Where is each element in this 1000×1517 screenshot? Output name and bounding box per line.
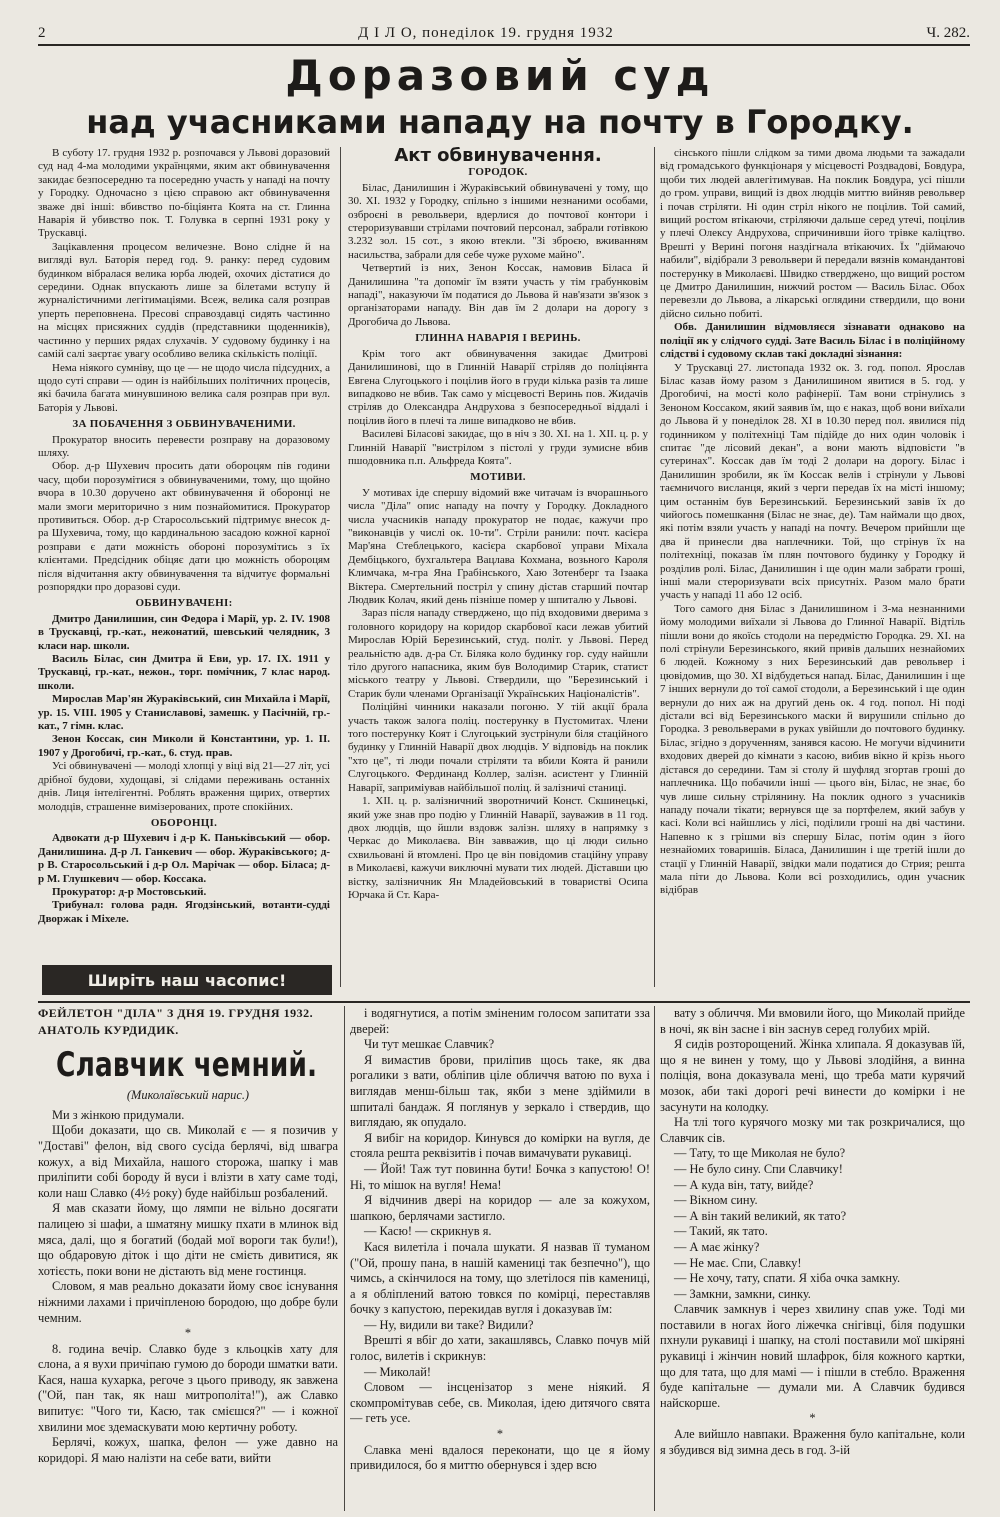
paragraph: Прокуратор вносить перевести розправу на доразовому шляху. xyxy=(38,433,330,459)
paragraph: Білас, Данилишин і Жураківський обвинувачені у тому, що 30. XI. 1932 у Городку, спільно з іншими незнаними особами, озброєні в револьвери, вдерлися до почтової контори і стероризувавши стрілами почтовий персонал, забрали готівкою 3.232 зол. 15 сот., з якою втекли. "Зі зброєю, вживанням насильства, забрали для себе чуже рухоме майно". xyxy=(348,181,648,261)
running-header xyxy=(38,18,970,46)
paragraph: Я сидів розторощений. Жінка хлипала. Я доказував їй, що я не винен у тому, що у Львові злодійня, а винна поліція, вона доказувала мені, що треба мати курячий мозок, аби такі дорогі речі винести до комірки і не засунути на колодку. xyxy=(660,1037,965,1114)
paragraph: Словом — інсценізатор з мене ніякий. Я скомпромітував себе, св. Миколая, ідею дитячого свята — геть усе. xyxy=(350,1380,650,1426)
feuilleton-column-1 xyxy=(38,1006,338,1511)
paragraph: Поліційні чинники наказали погоню. У тій акції брала участь також залога поліц. постерунку в Пустомитах. Члени того постерунку Коят і Слугоцький зустрінули біля стаційного будинку у Глинній Наварії двох людців. У відповідь на поклик "хто це", ті люди почали стріляти та вбили Коята й ранили Слугоцького. Фердинанд Коллер, залізн. асистент у Глинній Наварії, заприміував найбільшої поліц. й залізничі станиці. xyxy=(348,701,648,794)
article-column-1 xyxy=(38,147,330,977)
defendant-entry: Мирослав Мар'ян Жураківський, син Михайла і Марії, ур. 15. VIII. 1905 у Станиславові, замешк. у Пасічній, гр.-кат., 7 гімн. клас. xyxy=(38,693,330,733)
prosecutor-line: Прокуратор: д-р Мостовський. xyxy=(52,885,207,898)
defendant-entry: Дмитро Данилишин, син Федора і Марії, ур. 2. IV. 1908 в Трускавці, гр.-кат., нежонатий, шевський челядник, 3 класи нар. школи. xyxy=(38,612,330,652)
main-headline: Доразовий суд xyxy=(285,51,715,100)
section-heading: ГЛИННА НАВАРІЯ І ВЕРИНЬ. xyxy=(415,332,581,345)
column-rule xyxy=(340,147,341,987)
dialogue-line: — Не хочу, тату, спати. Я хіба очка замкну. xyxy=(674,1271,901,1286)
dialogue-line: — А має жінку? xyxy=(674,1239,760,1254)
paragraph: В суботу 17. грудня 1932 р. розпочався у Львові доразовий суд над 4-ма молодими українцями, яким акт обвинувачення закидає безпосередню та посередню участь у нападі на почту у Городку. Одночасно з цією справою акт обвинувачення зваже дві інші: вбивство по-біціянта Коята на ст. Глинна Наварія й убивство пок. Т. Голувка в серпні 1931 року у Трускавці. xyxy=(38,147,330,240)
column-rule xyxy=(654,1006,655,1511)
paragraph: Кася вилетіла і почала шукати. Я назвав її туманом ("Ой, прошу пана, в нашій камениці так безпечно"), що чимсь, а скінчилося на тому, що злетілося пів камениці, а я обліплений ватою товкся по комірці, переставляв бочку з капустою, перекидав вугля і доказував їм: xyxy=(350,1239,650,1317)
feuilleton-subtitle: (Миколаївський нарис.) xyxy=(126,1088,250,1103)
paper-date-line: Д І Л О, понеділок 19. грудня 1932 xyxy=(358,25,614,41)
dialogue-line: — Такий, як тато. xyxy=(674,1224,768,1239)
feuilleton-column-2 xyxy=(350,1006,650,1511)
paragraph: У Трускавці 27. листопада 1932 ок. 3. год. попол. Ярослав Білас казав йому разом з Данилишином явитися в 5. год. у Дрогобичі, на мості коло рафінерії. Там вони стрінулись з Зеноном Коссаком, який заявив їм, що є наказ, щоб вони виїхали до Львова й у понеділок 28. XI в 10.30 перед пол. явилися під годинником у політехніці Там підійде до них один чоловік і спитає "де лісовий декан", а вони мають відповісти "в сутеринах". Коссак дав їм тоді 2 долари на дорогу. Білас і Данилишин зробили, як їм Коссак велів і стрінули у Львові таємничого висланця, який з черги передав їх на місті іншому; цим останнім був Березинський. Березинський завів їх до чийогось помешкання (Білас не знає, де). Там наймали що двох, які потім взяли участь у нападі на почту. Вечером прийшли ще два й принесли два наплечники. Той, що стрінув їх на політехніці, показав їм плян почтового будинку у Городку й розділив ролі. Білас, Данилишин і ще один мали забрати гроші, інші мали стероризувати всіх присутніх. Разом мало брати участь у нападі 11 або 12 осіб. xyxy=(660,361,965,602)
section-star: * xyxy=(809,1411,816,1426)
tribunal-line: Трибунал: голова радн. Ягодзінський, вотанти-судді Дворжак і Міхеле. xyxy=(38,899,330,925)
paragraph: Врешті я вбіг до хати, закашлявсь, Славко почув мій голос, вилетів і скрикнув: xyxy=(350,1333,650,1364)
subscribe-banner: Ширіть наш часопис! xyxy=(42,965,332,995)
paragraph: Ми з жінкою придумали. xyxy=(52,1107,185,1122)
paragraph: Зараз після нападу стверджено, що під входовими дверима з головного коридору на коридор скарбової каси лежав убитий Мирослав Юрій Березинський, студ. політ. у Львові. Перед реальністю адв. д-ра Ст. Біляка коло будинку гор. суду найшли тіло другого напасника, яким був Володимир Старик, статист міського театру у Львові. Ствердили, що "Березинський і Старик були членами Організації Українських Націоналістів". xyxy=(348,607,648,700)
dialogue-line: — Замкни, замкни, синку. xyxy=(674,1286,811,1301)
paragraph: У мотивах іде спершу відомий вже читачам із вчорашнього числа "Діла" опис нападу на почту у Городку. Докладного числа учасників нападу прокуратор не подає, кажучи про "виконавців у числі ок. 10-ти". Стріли ранили: почт. касієра Мар'яна Стеблецького, касієра скарбової управи Міхала Дембіцького, бухгальтера Вацлава Кохмана, возьного Кароля Климчака, м-гра Яна Грабінського, Хаю Зотенберг та Ізаака Віктера. Смертельний постріл у спину дістав старший почтар Людвик Колач, який день пізніше помер у шпиталю у Львові. xyxy=(348,486,648,606)
paragraph: Четвертий із них, Зенон Коссак, намовив Біласа й Данилишина "та допоміг їм взяти участь у тім грабунковім нападі", наказуючи їм податися до Львова й нав'язати зв'язок з організаторами нападу. Він дав їм 2 долари на дорогу з Дрогобича до Львова. xyxy=(348,262,648,328)
article-column-3 xyxy=(660,147,965,977)
feuilleton-column-3 xyxy=(660,1006,965,1511)
issue-number: Ч. 282. xyxy=(926,25,970,41)
paragraph: 8. година вечір. Славко буде з кльоцків хату для слона, а я вухи причіпаю гумою до бороди шматки вати. Кася, наша кухарка, регоче з цього приводу, як завжена ("Ой, пан так, як наш митрополіта!"), аж Славко випитує: "Чого ти, Касю, так смієшся?" — і кожної хвилини моє здемаскувати мою кертичну роботу. xyxy=(38,1341,338,1434)
paragraph: і водягнутися, а потім зміненим голосом запитати зза дверей: xyxy=(350,1006,650,1036)
paragraph: На тлі того курячого мозку ми так розкричалися, що Славчик сів. xyxy=(660,1115,965,1145)
defendant-entry: Зенон Коссак, син Миколи й Константини, ур. 1. II. 1907 у Дрогобичі, гр.-кат., 6. студ. прав. xyxy=(38,733,330,759)
section-heading: ГОРОДОК. xyxy=(468,166,528,179)
paragraph: Щоби доказати, що св. Миколай є — я позичив у "Доставі" фелон, від свого сусіда берлячі, від швагра кожух, а від Михайла, нашого сторожа, шапку і мав приліпити собі бороду й вуси і влізти в хату саме тоді, коли наш Славко (4½ року) буде найбільш розбалений. xyxy=(38,1123,338,1200)
defendant-entry: Василь Білас, син Дмитра й Еви, ур. 17. IX. 1911 у Трускавці, гр.-кат., нежон., торг. помічник, 7 клас народ. школи. xyxy=(38,653,330,692)
paragraph: Зацікавлення процесом величезне. Воно слідне й на вигляді вул. Баторія перед год. 9. ранку: перед судовим будинком вібралася велика юрба людей, охочих дістатися до середини. Однак впускають лише за білетами вступу й журналістичними легітимаціями. Всеж, велика саля розправ уперть переповнена. Пресові справоздавці сидять частинно на місцях присяжних суддів (представники щоденників), частинно у перших рядах слухачів. У судовому будинку і на самій салі заєртає увагу особливо велика скількість поліції. xyxy=(38,240,330,361)
paragraph: Берлячі, кожух, шапка, фелон — уже давно на коридорі. Я маю налізти на себе вати, вийти xyxy=(38,1435,338,1465)
indictment-title: Акт обвинувачення. xyxy=(394,147,602,166)
paragraph: Я вибіг на коридор. Кинувся до комірки на вугля, де стояла решта реквізитів і почав вимачувати рукавиці. xyxy=(350,1130,650,1161)
paragraph: Я мав сказати йому, що лямпи не вільно досягати палицею зі шафи, а шматяну мишку пхати в млинок від мяса, далі, що я богатий (бодай мої вороги так були!), що обдаровую діток і що діти не смієть дивитися, як хотієсть, поки вони не дістають від мене гостинця. xyxy=(38,1201,338,1278)
section-heading: ЗА ПОБАЧЕННЯ З ОБВИНУВАЧЕНИМИ. xyxy=(72,418,296,431)
column-rule xyxy=(654,147,655,987)
column-rule xyxy=(344,1006,345,1511)
paragraph: Славчик замкнув і через хвилину спав уже. Тоді ми поставили в ногах його ліжечка снігівці, біля подушки пхнули рукавиці і шапку, на столі поставили мої шкіряні рукавиці і жінчин новий шлафрок, біля кожного картки, що для тата, що для мамі — і пішли в стебло. Враження буде капітальне — думали ми. А Славчик будився найскорше. xyxy=(660,1302,965,1410)
paragraph: — Ну, видили ви таке? Видили? xyxy=(364,1317,534,1332)
paragraph: Чи тут мешкає Славчик? xyxy=(364,1037,495,1052)
section-star: * xyxy=(496,1427,504,1442)
dialogue-line: — Вікном сину. xyxy=(674,1193,758,1208)
paragraph: 1. XII. ц. р. залізничний зворотничий Конст. Скшинецькі, який уже знав про подію у Глинній Наварії, зауважив в 11 год. двох людців, що йшли вздовж залізн. шляху в напрямку з Черкас до Миколаєва. Він завважив, що ці люди сильно схвильовані й втомлені. Про це він повідомив стаційну управу в Миколаєві, кажучи виключні мувати тих людей. Діставши цю вістку, залізничник Ян Младейовський в товаристві Осипа Юрчака й Ст. Кара- xyxy=(348,795,648,901)
dialogue-line: — Не було сину. Спи Славчику! xyxy=(674,1161,843,1176)
article-column-2 xyxy=(348,147,648,977)
feuilleton-title: Славчик чемний. xyxy=(56,1045,318,1086)
section-heading: ОБОРОНЦІ. xyxy=(150,816,218,829)
paragraph: Але вийшло навпаки. Враження було капітальне, коли я збудився від зимна десь в год. 3-ій xyxy=(660,1427,965,1457)
paragraph: Словом, я мав реально доказати йому своє існування ніжними лахами і причіпленою бородою, що добре були чемним. xyxy=(38,1279,338,1325)
paragraph: — Миколай! xyxy=(364,1364,431,1379)
paragraph: вату з обличчя. Ми вмовили його, що Миколай прийде в ночі, як він засне і він заснув серед голубих мрій. xyxy=(660,1006,965,1036)
paragraph: Того самого дня Білас з Данилишином і 3-ма незнанними йому молодими виїхали зі Львова до Глинної Наварії. Відтіль пішли вони до якоїсь стодоли на передмістю Городка. 29. XI. на полі стрінули Березинського, який привів дальших незнайомих 6 людей. Кожному з них Березинський дав револьвер і цювідомив, що 30. XI відбудеться напад. Білас, Данилишин і ще 7 інших вернули до тої самої стодоли, а Березинський і ще один вернули до них аж на другий день ок. 4 год. попол. Ні поді дістали всі від Березинського маски й вирушили спільно до Городка. З револьверами в руках увійшли до почтового будинку. Білас, згідно з дорученням, занявся касою. Не могучи відчинити входових дверей до кімнати з касою, вибив вікно й крізь нього дістався до середини. Там зі столу й шуфляд згортав гроші до наплечника. Що побачили інші — цього він, Білас, не знає, бо чув лише сильну стрілянину. На поклик одного з учасників нападу почали тікати; вернувся ще за портфелем, який забув у касі. Коли всі найшлись у лісі, поділили гроші на дві частини. Напевно к з грішми віз спершу Білас, потім один з його незнайомих товаришів. Біласа, Данилишин і ще третій ішли до стації у Глинній Наварії, звідки мали податися до Стрия; решта мала піти до Львова. Коли всі розходились, один учасник відібрав xyxy=(660,602,965,897)
paragraph: — Касю! — скрикнув я. xyxy=(364,1224,492,1239)
dialogue-line: — А він такий великий, як тато? xyxy=(674,1208,847,1223)
page-number: 2 xyxy=(38,25,46,41)
paragraph: Усі обвинувачені — молоді хлопці у віці від 21—27 літ, усі дрібної будови, худощаві, зі слідами переживань останніх днів. Лиця інтелігентні. Роблять враження щирих, отвертих молодців, страшенне вимізерованих, проте спокійних. xyxy=(38,760,330,813)
paragraph: сінського пішли слідком за тими двома людьми та зажадали від громадського функціонаря у місцевості Роздвадові, Бовдура, щоби тих людей авлегітимував. На поклик Бовдура, усі пішли до гром. управи, вищий із двох людців миттю вийняв револьвер і почав стріляти. Ні один стріл нікого не поцілив. Той самий, вищий ростом втікаючи, стріляючи дальше серед утечі, поцілив у плечі Олексу Андрухова, спричинивши його трівке каліцтво. Врешті у Верині погоня наздігнала втікаючих. Їх "діймаючо набили", відібрали 3 револьвери й передали вязнів командантові постерунку в Миколаєві. Швидко стверджено, що вищий ростом це Дмитро Данилишин, нижчий ростом — Василь Білас. Обох перевезли до Львова, а лікарські оглядини ствердили, що вони дійсно сильно побиті. xyxy=(660,147,965,320)
dialogue-line: — Тату, то ще Миколая не було? xyxy=(674,1146,846,1161)
feuilleton-author: АНАТОЛЬ КУРДИДИК. xyxy=(38,1022,179,1037)
dialogue-line: — Не має. Спи, Славку! xyxy=(674,1255,802,1270)
section-star: * xyxy=(184,1326,192,1341)
defense-list: Адвокати д-р Шухевич і д-р К. Паньківський — обор. Данилишина. Д-р Л. Ганкевич — обор. Жураківського; д-р В. Старосольський і д-р Ол. Марічак — обор. Біласа; д-р М. Глушкевич — обор. Коссака. xyxy=(38,832,330,885)
section-divider xyxy=(38,1001,970,1003)
paragraph: Обор. д-р Шухевич просить дати обороцям пів години часу, щоби порозумітися з обвинуваченими, тому, що щойно вчора в 10.30 доручено акт обвинувачення й оборонці не мали змоги мериторично з ним познайомитися. Прокуратор противиться. Обор. д-р Старосольський підтримує внесок д-ра Шухевича, тому, що кардинальною засадою кожної карної розправи є дати можність обороні порозумітись з їх клієнтами. Предсідник обіцяє дати цю можність обороцям після відчитання акту обвинувачення та відчитує формальні розпорядки про доразові суди. xyxy=(38,460,330,593)
paragraph: Обв. Данилишин відмовляєся зізнавати однаково на поліції як у слідчого судді. Зате Василь Білас і в поліційному слідстві і судовому склав такі докладні зізнання: xyxy=(660,321,965,361)
paragraph: Я вимастив брови, приліпив щось таке, як два рогалики з вати, обліпив ціле обличчя ватою по вуха і виглядав менш-більш так, якби з мене здіймили в шпиталі бандаж. Я поглянув у зеркало і ствердив, що виглядаю, як опудало. xyxy=(350,1052,650,1130)
paragraph: Нема ніякого сумніву, що це — не щодо числа підсудних, а щодо суті справи — один із найбільших політичних процесів, які бачила багата минувшиною велика саля розправ при вул. Баторія у Львові. xyxy=(38,361,330,414)
dialogue-line: — А куда він, тату, вийде? xyxy=(674,1177,814,1192)
paragraph: Я відчинив двері на коридор — але за кожухом, шапкою, берлячами застигло. xyxy=(350,1193,650,1223)
paragraph: Крім того акт обвинувачення закидає Дмитрові Данилишинові, що в Глинній Наварії стріляв до поліціянта Евгена Слугоцького і поцілив його в груди кілька разів та лише випадково не вбив. Так само у місцевості Веринь пов. Жидачів стріляв до Олександра Андрухова з безпосередньої віддалі і поцілив його в плечі та лише випадково не вбив. xyxy=(348,347,648,427)
paragraph: Славка мені вдалося переконати, що це я йому привидилося, бо я миттю обернувся і здер всю xyxy=(350,1442,650,1473)
paragraph: Василеві Біласові закидає, що в ніч з 30. XI. на 1. XII. ц. р. у Глинній Наварії "вистрілом з пістолі у груди зумисне вбив пшодовника п.п. Альфреда Коята". xyxy=(348,428,648,467)
section-heading: МОТИВИ. xyxy=(470,471,526,484)
paragraph: — Йой! Таж тут повинна бути! Бочка з капустою! О! Ні, то мішок на вугля! Нема! xyxy=(350,1161,650,1192)
main-subheadline: над учасниками нападу на почту в Городку. xyxy=(86,103,914,141)
section-heading: ОБВИНУВАЧЕНІ: xyxy=(135,597,233,610)
feuilleton-header: ФЕЙЛЕТОН "ДІЛА" З ДНЯ 19. ГРУДНЯ 1932. xyxy=(38,1006,314,1020)
